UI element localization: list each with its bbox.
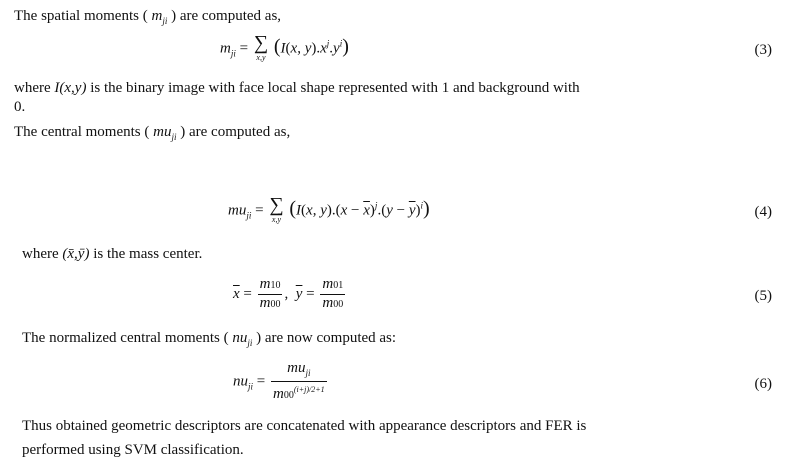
paragraph-spatial-moments: The spatial moments ( $m_{ji}$ ) are computed as, [14, 8, 282, 26]
symbol-nu: nu [232, 330, 248, 346]
text-computed-as-2: are computed as, [188, 124, 291, 140]
equation-number-5: (5) [754, 288, 772, 304]
paragraph-central-moments: The central moments ( $mu_{ji}$ ) are computed as, [14, 124, 291, 142]
equation-6: $nu_{ji}$ = $\frac{mu_{ji}}{m00^{(i+j)/2+1}}$ [233, 360, 325, 402]
symbol-nu-sub: ji [247, 338, 253, 348]
text-spatial-moments: The spatial moments [14, 8, 139, 24]
equation-number-6: (6) [754, 376, 772, 392]
text-binary-image: is the binary image with face local shape represented with 1 and background with [90, 80, 580, 96]
paragraph-binary-image [14, 80, 580, 97]
symbol-mu: mu [153, 124, 172, 140]
text-computed-as-1: are computed as, [179, 8, 282, 24]
symbol-I-xy: I(x,y) [54, 80, 87, 96]
equation-5: $\overline{x}$ = $\frac{m10}{m00}$ , $\overline{y}$ = $\frac{m01}{m00}$ [233, 276, 344, 311]
paragraph-normalized-moments: The normalized central moments ( $nu_{ji}$ ) are now computed as: [22, 330, 397, 348]
equation-number-3: (3) [754, 42, 772, 58]
text-where-1: where [14, 80, 51, 96]
symbol-mass-center: (x̄,ȳ) [62, 246, 90, 262]
text-central-moments: The central moments [14, 124, 141, 140]
equation-3: $m_{ji}$ = ∑ x,y (I(x, $y).x^j.y^i$) [220, 32, 349, 62]
equation-4: $mu_{ji}$ = ∑ x,y (I(x, $y).(x - \overline{x})^j.(y - \overline{y})^i$) [228, 194, 430, 224]
text-mass-center: is the mass center. [93, 246, 203, 262]
equation-number-4: (4) [754, 204, 772, 220]
symbol-mu-sub: ji [171, 132, 177, 142]
text-computed-as-3: are now computed as: [264, 330, 397, 346]
text-where-2: where [22, 246, 59, 262]
paragraph-conclusion-line2: performed using SVM classification. [22, 442, 244, 458]
paragraph-conclusion-line1: Thus obtained geometric descriptors are concatenated with appearance descriptors and FER is [22, 418, 587, 434]
paragraph-mass-center [22, 246, 202, 263]
text-normalized-moments: The normalized central moments [22, 330, 220, 346]
symbol-m: m [151, 8, 163, 24]
symbol-m-sub: ji [162, 16, 168, 26]
text-zero: 0. [14, 99, 26, 115]
